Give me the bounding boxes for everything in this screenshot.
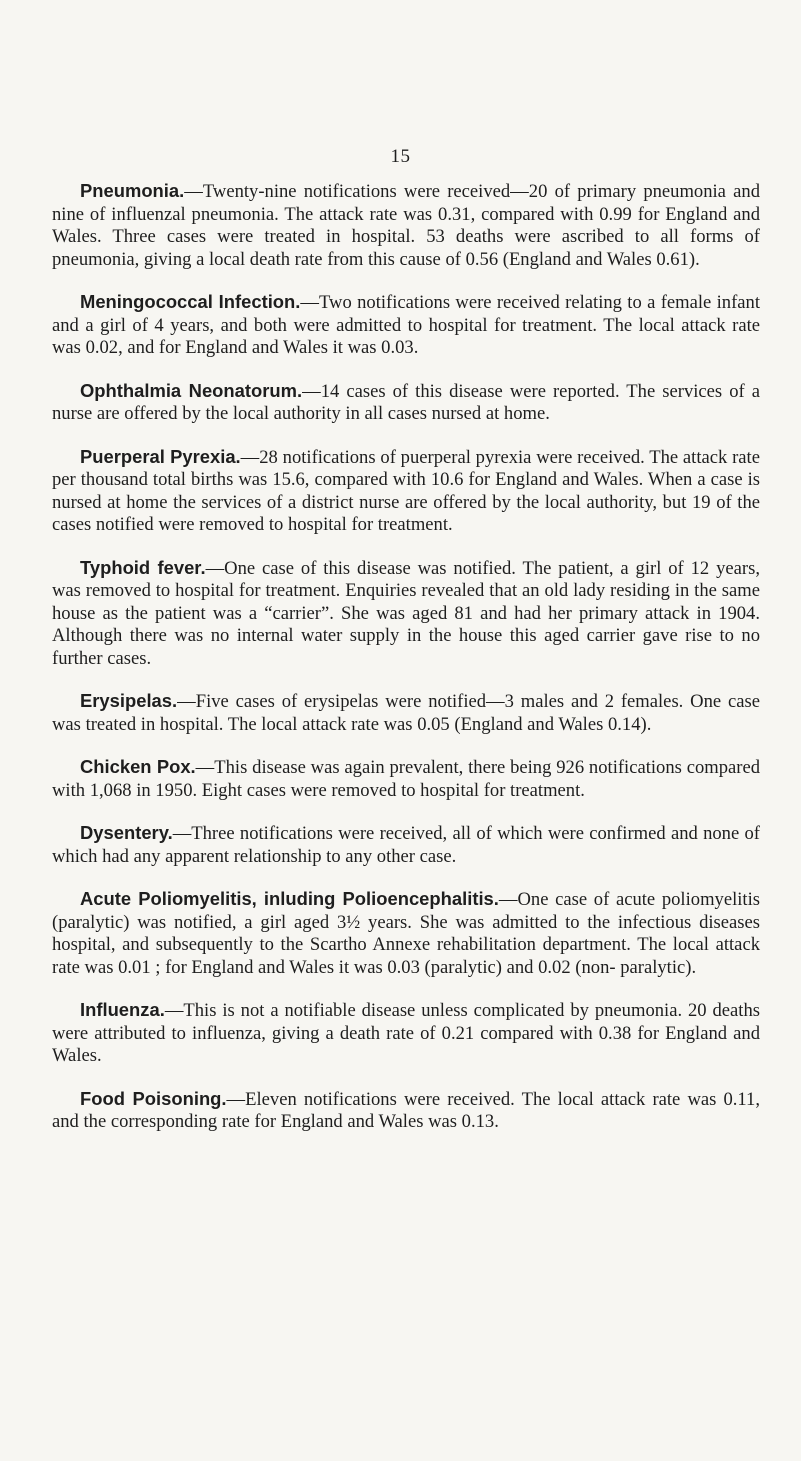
section-dysentery	[52, 822, 760, 868]
section-text: —Eleven notifications were received. The local attack rate was 0.11, and the corresponding rate for England and Wales was 0.13.	[52, 1088, 760, 1132]
section-heading: Meningococcal Infection.	[80, 291, 301, 312]
section-text: —Twenty-nine notifications were received—20 of primary pneumonia and nine of influenzal pneumonia. The attack rate was 0.31, compared with 0.99 for England and Wales. Three cases were treated in hospital. 53 deaths were ascribed to all forms of pneumonia, giving a local death rate from this cause of 0.56 (England and Wales 0.61).	[52, 181, 760, 270]
section-pneumonia	[52, 180, 760, 271]
section-chicken-pox	[52, 756, 760, 802]
section-text: —Two notifications were received relating to a female infant and a girl of 4 years, and both were admitted to hospital for treatment. The local attack rate was 0.02, and for England and Wales it was 0.03.	[52, 292, 760, 358]
section-text: —One case of acute poliomyelitis (paralytic) was notified, a girl aged 3½ years. She was admitted to the infectious diseases hospital, and subsequently to the Scartho Annexe rehabilitation department. The local attack rate was 0.01 ; for England and Wales it was 0.03 (paralytic) and 0.02 (non- paralytic).	[52, 889, 760, 978]
section-text: —14 cases of this disease were reported. The services of a nurse are offered by the local authority in all cases nursed at home.	[52, 380, 760, 424]
section-heading: Puerperal Pyrexia.	[80, 445, 241, 467]
section-text: —Three notifications were received, all of which were confirmed and none of which had any apparent relationship to any other case.	[52, 823, 760, 867]
section-heading: Erysipelas.	[80, 690, 178, 711]
section-heading: Influenza.	[80, 999, 165, 1020]
section-heading: Chicken Pox.	[80, 756, 196, 777]
section-meningococcal-infection	[52, 291, 760, 360]
section-puerperal-pyrexia	[52, 446, 760, 537]
section-typhoid-fever	[52, 557, 760, 671]
section-text: —Five cases of erysipelas were notified—3 males and 2 females. One case was treated in hospital. The local attack rate was 0.05 (England and Wales 0.14).	[52, 691, 760, 735]
section-text: —One case of this disease was notified. The patient, a girl of 12 years, was removed to hospital for treatment. Enquiries revealed that an old lady residing in the same house as the patient was a “carrier”. She was aged 81 and had her primary attack in 1904. Although there was no internal water supply in the house this aged carrier gave rise to no further cases.	[52, 557, 761, 669]
section-heading: Ophthalmia Neonatorum.	[80, 379, 303, 401]
section-text: —28 notifications of puerperal pyrexia were received. The attack rate per thousand total births was 15.6, compared with 10.6 for England and Wales. When a case is nursed at home the services of a district nurse are offered by the local authority, but 19 of the cases notified were removed to hospital for treatment.	[52, 446, 760, 535]
section-text: —This is not a notifiable disease unless complicated by pneumonia. 20 deaths were attributed to influenza, giving a death rate of 0.21 compared with 0.38 for England and Wales.	[52, 1000, 760, 1066]
section-heading: Dysentery.	[80, 822, 173, 843]
page-number: 15	[390, 146, 411, 167]
section-heading: Pneumonia.	[80, 180, 185, 201]
section-heading: Acute Poliomyelitis, inluding Polioencephalitis.	[80, 888, 499, 909]
section-influenza	[52, 999, 760, 1068]
section-heading: Food Poisoning.	[80, 1087, 227, 1109]
section-heading: Typhoid fever.	[80, 556, 206, 578]
section-acute-poliomyelitis	[52, 888, 760, 979]
document-body	[52, 180, 760, 1154]
section-text: —This disease was again prevalent, there being 926 notifications compared with 1,068 in 1950. Eight cases were removed to hospital for treatment.	[52, 757, 761, 801]
section-food-poisoning	[52, 1088, 760, 1134]
section-ophthalmia-neonatorum	[52, 380, 760, 426]
section-erysipelas	[52, 690, 760, 736]
